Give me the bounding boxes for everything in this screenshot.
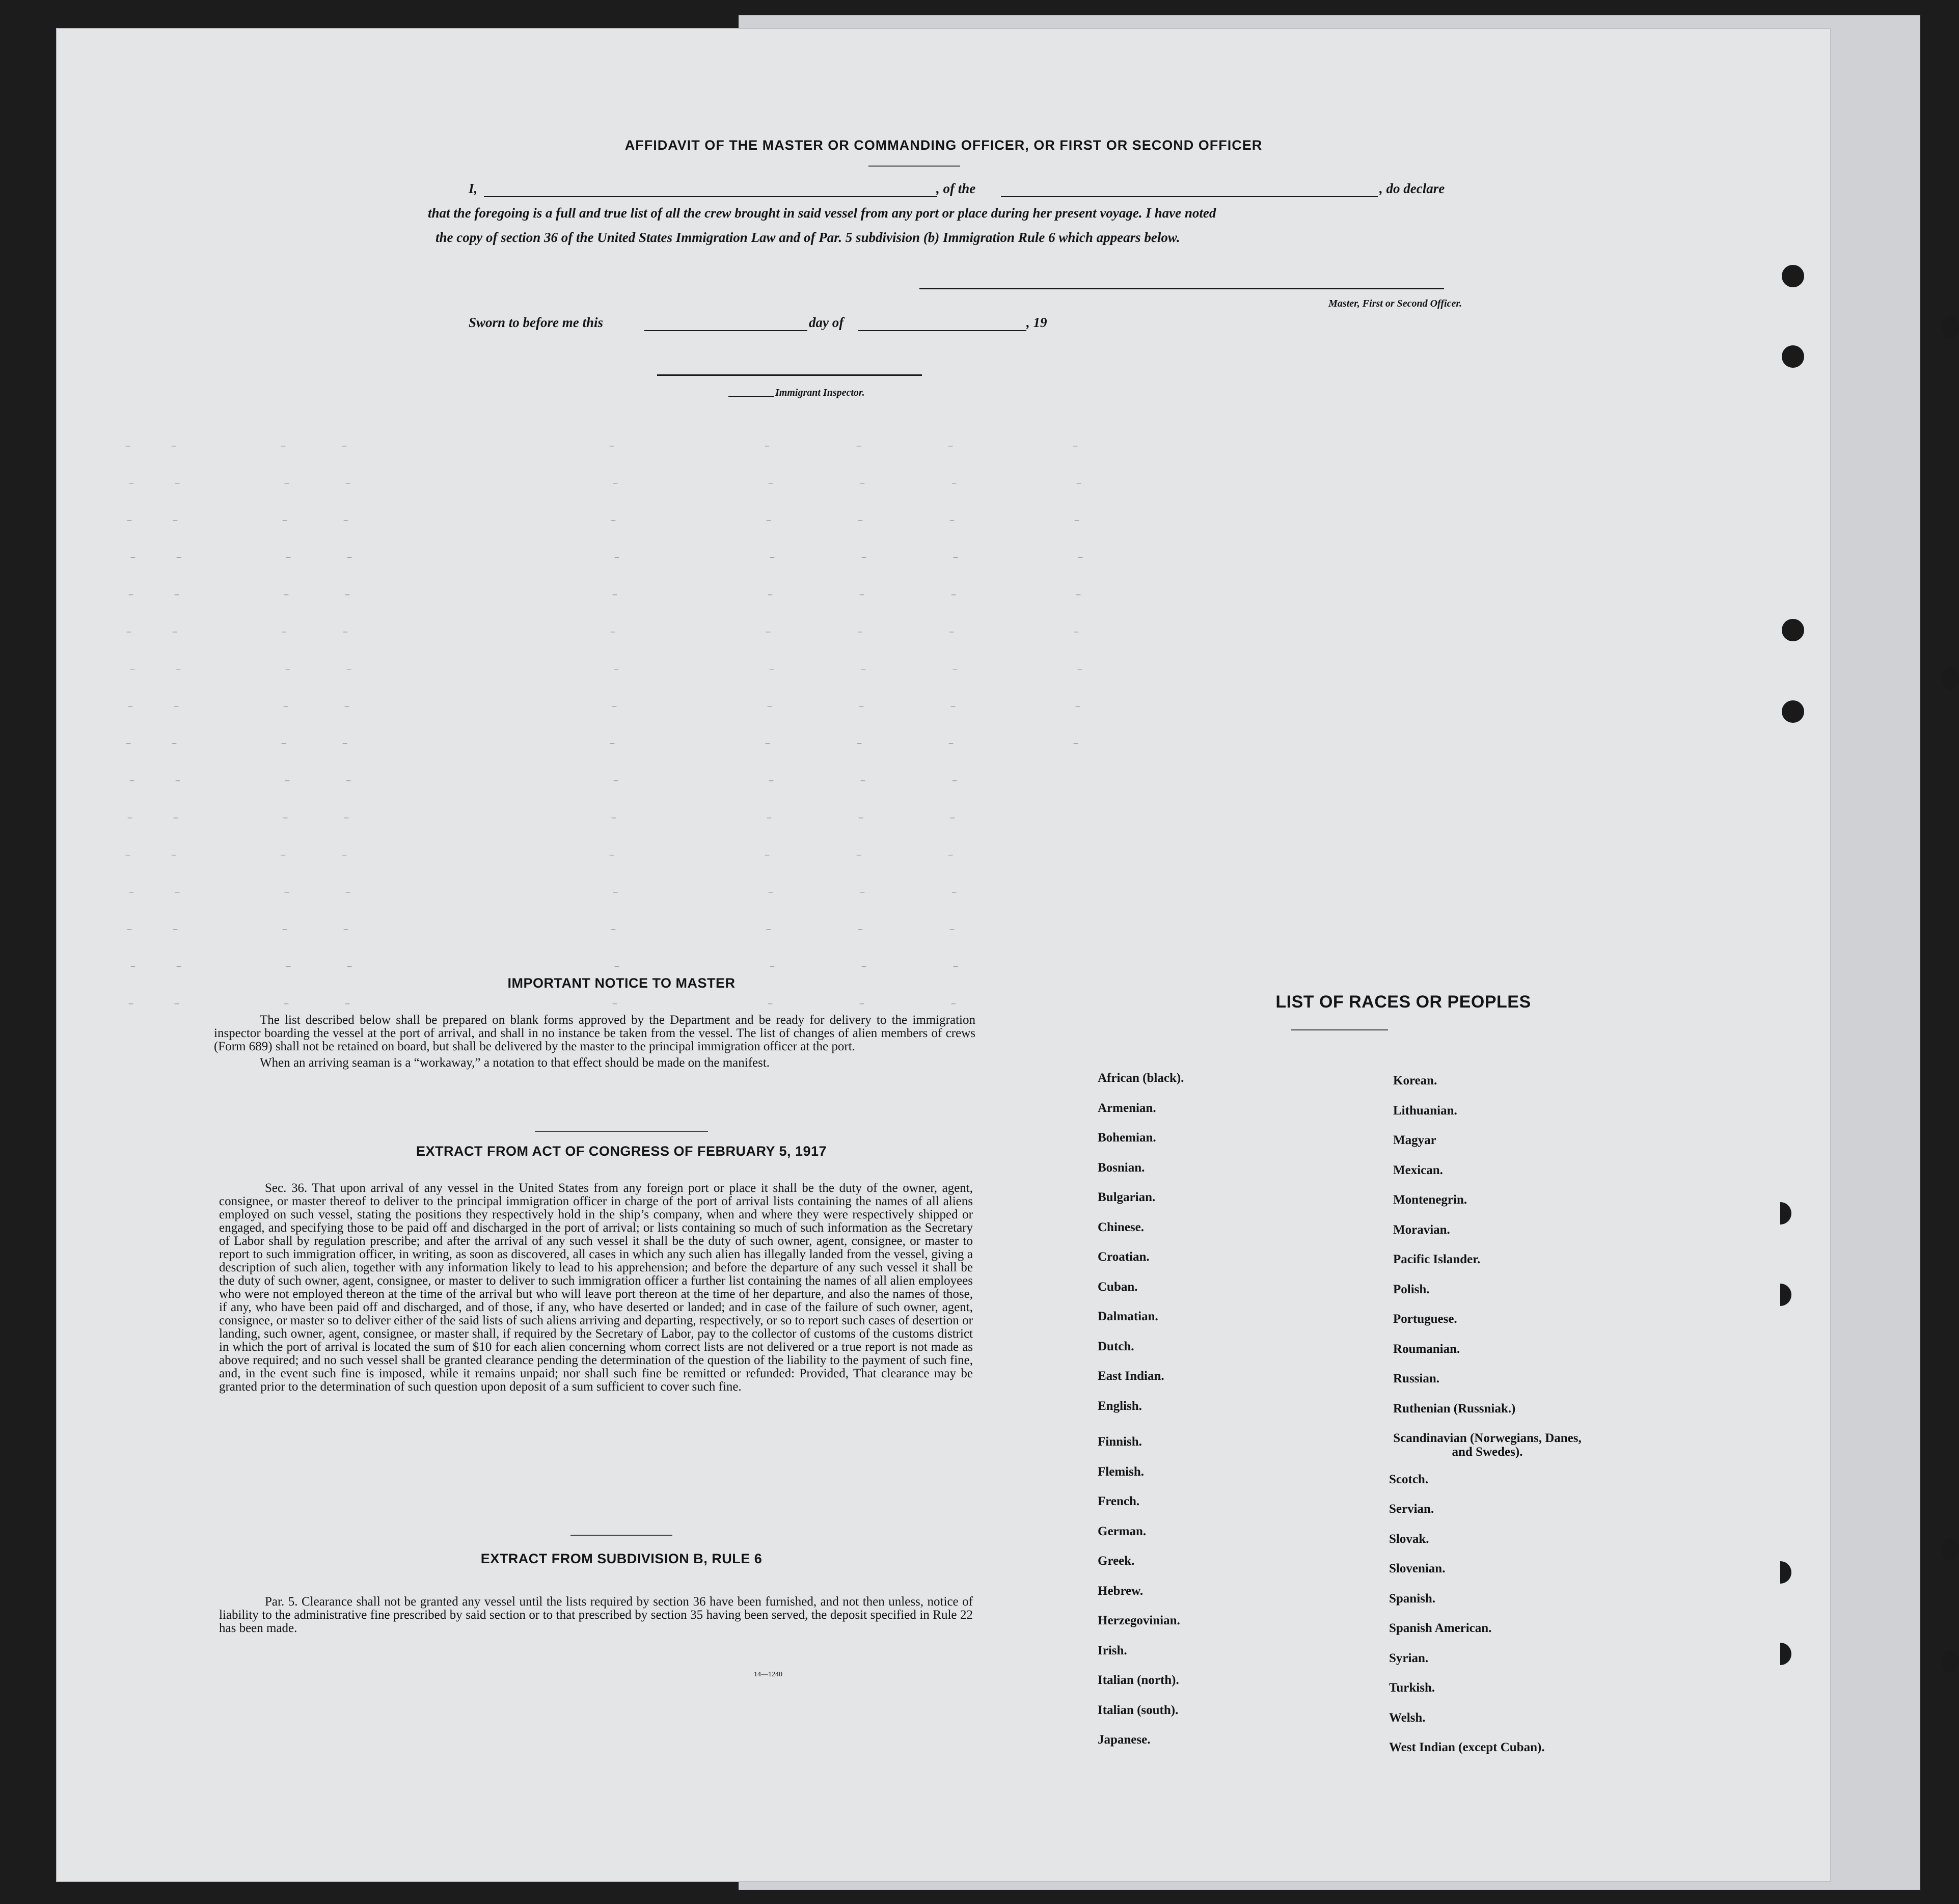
bleed-mark: – — [173, 701, 180, 713]
divider-2 — [570, 1535, 672, 1536]
bleed-mark: – — [611, 701, 618, 713]
affidavit-line2: that the foregoing is a full and true list of all the crew brought in said vessel from any port or place during her present voyage. I have noted — [428, 205, 1216, 221]
binder-hole — [1782, 265, 1804, 287]
bleed-mark: – — [283, 998, 290, 1010]
bleed-mark: – — [125, 441, 131, 452]
affidavit-i: I, — [469, 181, 478, 196]
bleed-mark: – — [952, 664, 959, 675]
bleed-mark: – — [860, 775, 866, 787]
bleed-mark: – — [1073, 738, 1079, 750]
bleed-mark: – — [859, 589, 865, 601]
bleed-mark: – — [612, 887, 619, 899]
bleed-mark: – — [126, 627, 132, 638]
bleed-mark: – — [767, 589, 774, 601]
bleed-mark: – — [859, 478, 866, 489]
sworn-month-blank — [858, 330, 1026, 331]
race-item: Lithuanian. — [1393, 1103, 1457, 1118]
races-underline — [1291, 1029, 1388, 1030]
race-item: Cuban. — [1098, 1280, 1138, 1294]
race-item: West Indian (except Cuban). — [1389, 1740, 1545, 1754]
rule-extract-title: EXTRACT FROM SUBDIVISION B, RULE 6 — [480, 1551, 763, 1566]
bleed-mark: – — [859, 887, 866, 899]
bleed-mark: – — [280, 441, 287, 452]
inspector-caption: Immigrant Inspector. — [775, 387, 865, 398]
notice-title: IMPORTANT NOTICE TO MASTER — [507, 975, 736, 991]
race-item: Ruthenian (Russniak.) — [1393, 1401, 1516, 1416]
race-item: Finnish. — [1098, 1435, 1142, 1449]
race-item: Welsh. — [1389, 1710, 1426, 1725]
bleed-mark: – — [949, 812, 956, 824]
bleed-mark: – — [172, 515, 179, 527]
bleed-mark: – — [176, 961, 182, 973]
bleed-mark: – — [859, 998, 865, 1010]
bleed-mark: – — [1072, 441, 1079, 452]
bleed-mark: – — [125, 738, 132, 750]
bleed-mark: – — [609, 441, 615, 452]
race-item: French. — [1098, 1494, 1140, 1508]
bleed-mark: – — [949, 515, 956, 527]
bleed-mark: – — [282, 515, 288, 527]
bleed-mark: – — [951, 887, 958, 899]
bleed-mark: – — [609, 850, 615, 861]
bleed-mark: – — [856, 850, 862, 861]
bleed-mark: – — [610, 515, 617, 527]
bleed-mark: – — [610, 924, 617, 936]
bleed-mark: – — [765, 738, 771, 750]
bleed-mark: – — [766, 924, 772, 936]
bleed-mark: – — [345, 775, 352, 787]
bleed-mark: – — [343, 924, 349, 936]
bleed-mark: – — [768, 478, 774, 489]
race-item: Greek. — [1098, 1554, 1135, 1568]
rule-extract-body — [219, 1595, 973, 1638]
bleed-mark: – — [856, 738, 863, 750]
sworn-year: , 19 — [1026, 315, 1047, 330]
bleed-mark: – — [769, 664, 775, 675]
bleed-mark: – — [129, 775, 135, 787]
bleed-mark: – — [345, 478, 351, 489]
race-item: Polish. — [1393, 1282, 1430, 1296]
signature-line — [919, 288, 1444, 289]
bleed-mark: – — [1077, 552, 1084, 564]
bleed-mark: – — [284, 775, 291, 787]
bleed-mark: – — [950, 589, 957, 601]
bleed-mark: – — [285, 552, 292, 564]
manifest-page — [56, 28, 1831, 1882]
bleed-mark: – — [126, 515, 133, 527]
race-item: Dalmatian. — [1098, 1310, 1158, 1323]
bleed-mark: – — [1073, 627, 1080, 638]
bleed-mark: – — [948, 627, 955, 638]
bleed-mark: – — [947, 441, 954, 452]
bleed-mark: – — [128, 887, 135, 899]
bleed-mark: – — [950, 998, 957, 1010]
rule-extract-text: Par. 5. Clearance shall not be granted any vessel until the lists required by section 36 have been furnished, and not then unless, notice of liability to the administrative fine prescribed by said section or to that prescribed by section 35 having been served, the deposit specified in Rule 22 has been made. — [219, 1595, 973, 1635]
race-item: Scandinavian (Norwegians, Danes, and Swedes). — [1393, 1431, 1582, 1459]
race-item: Pacific Islander. — [1393, 1253, 1481, 1266]
race-item: Croatian. — [1098, 1250, 1150, 1264]
bleed-mark: – — [947, 850, 954, 861]
binder-hole — [1782, 700, 1804, 723]
bleed-mark: – — [768, 775, 775, 787]
bleed-mark: – — [764, 441, 771, 452]
bleed-mark: – — [284, 478, 290, 489]
bleed-mark: – — [344, 998, 351, 1010]
bleed-mark: – — [1075, 589, 1082, 601]
inspector-lead — [728, 396, 774, 397]
race-item: Spanish American. — [1389, 1621, 1492, 1635]
form-number: 14—1240 — [754, 1671, 782, 1678]
bleed-mark: – — [174, 998, 180, 1010]
race-item: Roumanian. — [1393, 1342, 1460, 1356]
race-item: Spanish. — [1389, 1591, 1436, 1606]
race-item: African (black). — [1098, 1071, 1184, 1085]
notice-para-1: The list described below shall be prepared on blank forms approved by the Department and be ready for delivery to the immigration inspector boarding the vessel at the port of arrival, and shall in no instance be taken from the vessel. The list of changes of alien members of crews (Form 689) shall not be retained on board, but shall be delivered by the master to the principal immigration officer at the port. — [214, 1013, 975, 1053]
race-item: Dutch. — [1098, 1339, 1134, 1353]
race-item: Armenian. — [1098, 1101, 1156, 1115]
race-item: Flemish. — [1098, 1464, 1144, 1479]
bleed-mark: – — [341, 441, 348, 452]
race-item: Servian. — [1389, 1502, 1434, 1516]
bleed-mark: – — [949, 924, 956, 936]
race-item: Portuguese. — [1393, 1312, 1457, 1326]
bleed-mark: – — [285, 664, 291, 675]
bleed-mark: – — [282, 812, 289, 824]
race-item: Bohemian. — [1098, 1131, 1156, 1145]
notice-body — [214, 1014, 975, 1073]
notice-para-2: When an arriving seaman is a “workaway,” a notation to that effect should be made on the manifest. — [260, 1056, 770, 1070]
affidavit-line3: the copy of section 36 of the United States Immigration Law and of Par. 5 subdivision (b) Immigration Rule 6 which appears below. — [436, 230, 1180, 245]
bleed-mark: – — [176, 552, 182, 564]
race-item: English. — [1098, 1399, 1142, 1413]
act-extract-text: Sec. 36. That upon arrival of any vessel in the United States from any foreign port or place it shall be the duty of the owner, agent, consignee, or master thereof to deliver to the principal immigration officer in charge of the port of arrival lists containing the names of all aliens employed on such vessel, stating the positions they respectively hold in the ship’s company, when and where they were respectively shipped or engaged, and specifying those to be paid off and discharged in the port of arrival; or lists containing so much of such information as the Secretary of Labor shall by regulation prescribe; and after the arrival of any such vessel it shall be the duty of such owner, agent, consignee, or master to report to such immigration officer, in writing, as soon as discovered, all cases in which any such alien has illegally landed from the vessel, giving a description of such alien, together with any information likely to lead to his apprehension; and before the departure of any such vessel it shall be the duty of such owner, agent, consignee, or master to deliver to such immigration officer a further list containing the names of all alien employees who were not employed thereon at the time of the arrival but who will leave port thereon at the time of her departure, and also the names of those, if any, who have been paid off and discharged, and of those, if any, who have deserted or landed; and in case of the failure of such owner, agent, consignee, or master so to deliver either of the said lists of such aliens arriving and departing, respectively, or so to report such cases of desertion or landing, such owner, agent, consignee, or master shall, if required by the Secretary of Labor, pay to the collector of customs of the customs district in which the port of arrival is located the sum of $10 for each alien concerning whom correct lists are not delivered or a true report is not made as above required; and no such vessel shall be granted clearance pending the determination of the question of the liability to the payment of such fine, and, in the event such fine is imposed, while it remains unpaid; nor shall such fine be remitted or refunded: Provided, That clearance may be granted prior to the determination of such question upon deposit of a sum sufficient to cover such fine. — [219, 1181, 973, 1394]
bleed-mark: – — [951, 478, 958, 489]
binder-hole — [1942, 1538, 1959, 1561]
bleed-mark: – — [612, 589, 618, 601]
bleed-mark: – — [344, 589, 351, 601]
race-item: Japanese. — [1098, 1733, 1151, 1747]
bleed-mark: – — [857, 924, 864, 936]
bleed-mark: – — [613, 664, 620, 675]
bleed-mark: – — [285, 961, 292, 973]
bleed-mark: – — [171, 738, 178, 750]
bleed-mark: – — [174, 478, 181, 489]
sworn-day-blank — [644, 330, 807, 331]
bleed-mark: – — [343, 812, 350, 824]
bleed-mark: – — [172, 924, 179, 936]
bleed-mark: – — [858, 701, 865, 713]
bleed-mark: – — [341, 850, 348, 861]
bleed-mark: – — [171, 850, 177, 861]
bleed-mark: – — [858, 812, 864, 824]
bleed-mark: – — [1076, 478, 1082, 489]
bleed-mark: – — [764, 850, 771, 861]
race-item: Magyar — [1393, 1133, 1436, 1147]
bleed-mark: – — [948, 738, 955, 750]
race-item: Russian. — [1393, 1372, 1440, 1385]
bleed-mark: – — [610, 627, 616, 638]
bleed-mark: – — [861, 961, 867, 973]
race-item: Scotch. — [1389, 1472, 1429, 1486]
binder-hole — [1942, 667, 1959, 690]
bleed-mark: – — [861, 552, 867, 564]
bleed-mark: – — [857, 515, 864, 527]
bleed-mark: – — [768, 887, 774, 899]
bleed-mark: – — [174, 589, 180, 601]
race-item: German. — [1098, 1524, 1147, 1538]
bleed-mark: – — [283, 589, 290, 601]
bleed-mark: – — [953, 552, 959, 564]
bleed-mark: – — [767, 998, 774, 1010]
bleed-mark: – — [613, 775, 619, 787]
bleed-mark: – — [766, 515, 772, 527]
bleed-mark: – — [281, 738, 287, 750]
race-item: Chinese. — [1098, 1220, 1144, 1234]
bleed-mark: – — [614, 552, 620, 564]
race-item: Turkish. — [1389, 1681, 1435, 1695]
signature-caption: Master, First or Second Officer. — [1328, 298, 1462, 309]
bleed-mark: – — [345, 887, 351, 899]
bleed-mark: – — [769, 552, 776, 564]
bleed-mark: – — [172, 627, 178, 638]
binder-hole — [1782, 345, 1804, 368]
bleed-mark: – — [342, 738, 348, 750]
bleed-mark: – — [951, 775, 958, 787]
bleed-mark: – — [344, 701, 350, 713]
bleed-mark: – — [128, 998, 134, 1010]
bleed-mark: – — [611, 812, 617, 824]
bleed-mark: – — [127, 812, 133, 824]
bleed-mark: – — [766, 812, 773, 824]
bleed-mark: – — [173, 812, 179, 824]
race-item: East Indian. — [1098, 1369, 1164, 1383]
bleed-mark: – — [130, 961, 137, 973]
bleed-mark: – — [126, 924, 133, 936]
race-item: Montenegrin. — [1393, 1193, 1467, 1207]
bleed-mark: – — [1077, 664, 1083, 675]
race-item: Mexican. — [1393, 1163, 1443, 1177]
act-extract-title: EXTRACT FROM ACT OF CONGRESS OF FEBRUARY 5, 1917 — [416, 1144, 827, 1159]
bleed-mark: – — [614, 961, 620, 973]
bleed-mark: – — [860, 664, 867, 675]
bleed-mark: – — [343, 515, 349, 527]
binder-hole — [1942, 1650, 1959, 1673]
bleed-mark: – — [175, 664, 182, 675]
bleed-mark: – — [765, 627, 772, 638]
bleed-mark: – — [950, 701, 957, 713]
bleed-mark: – — [128, 589, 134, 601]
bleed-mark: – — [280, 850, 287, 861]
bleed-mark: – — [346, 664, 352, 675]
affidavit-title: AFFIDAVIT OF THE MASTER OR COMMANDING OFFICER, OR FIRST OR SECOND OFFICER — [624, 138, 1263, 153]
races-title: LIST OF RACES OR PEOPLES — [1275, 992, 1531, 1012]
bleed-mark: – — [609, 738, 616, 750]
bleed-mark: – — [281, 627, 288, 638]
affidavit-of-the: , of the — [936, 181, 976, 196]
bleed-mark: – — [1075, 701, 1081, 713]
bleed-mark: – — [282, 924, 288, 936]
binder-hole — [1942, 316, 1959, 338]
bleed-mark: – — [1074, 515, 1080, 527]
bleed-mark: – — [174, 887, 181, 899]
bleed-mark: – — [129, 664, 136, 675]
race-item: Syrian. — [1389, 1651, 1429, 1665]
affidavit-do-declare: , do declare — [1379, 181, 1445, 196]
sworn-day-of: day of — [809, 315, 844, 330]
divider-1 — [535, 1131, 708, 1132]
bleed-mark: – — [171, 441, 177, 452]
inspector-line — [657, 374, 922, 376]
sworn-prefix: Sworn to before me this — [469, 315, 604, 330]
race-item: Bulgarian. — [1098, 1190, 1156, 1204]
bleed-mark: – — [284, 887, 290, 899]
bleed-mark: – — [953, 961, 959, 973]
bleed-mark: – — [283, 701, 289, 713]
race-item: Bosnian. — [1098, 1160, 1145, 1175]
race-item: Slovak. — [1389, 1532, 1429, 1546]
title-underline — [868, 166, 960, 167]
bleed-mark: – — [612, 478, 619, 489]
race-item: Korean. — [1393, 1074, 1437, 1087]
race-item: Irish. — [1098, 1643, 1127, 1657]
bleed-mark: – — [128, 478, 135, 489]
race-item: Hebrew. — [1098, 1584, 1144, 1598]
bleed-mark: – — [856, 441, 862, 452]
bleed-mark: – — [346, 552, 353, 564]
race-item: Italian (north). — [1098, 1673, 1179, 1687]
bleed-mark: – — [130, 552, 137, 564]
bleed-mark: – — [125, 850, 131, 861]
race-item: Italian (south). — [1098, 1703, 1179, 1717]
race-item: Herzegovinian. — [1098, 1614, 1180, 1627]
bleed-mark: – — [346, 961, 353, 973]
bleed-mark: – — [127, 701, 134, 713]
binder-hole — [1782, 619, 1804, 641]
race-item: Slovenian. — [1389, 1562, 1446, 1575]
bleed-mark: – — [767, 701, 773, 713]
race-item: Moravian. — [1393, 1222, 1450, 1237]
name-blank — [484, 196, 937, 197]
bleed-mark: – — [857, 627, 863, 638]
act-extract-body — [219, 1182, 973, 1397]
vessel-blank — [1001, 196, 1378, 197]
bleed-mark: – — [175, 775, 181, 787]
bleed-mark: – — [612, 998, 618, 1010]
bleed-mark: – — [342, 627, 349, 638]
bleed-mark: – — [769, 961, 776, 973]
